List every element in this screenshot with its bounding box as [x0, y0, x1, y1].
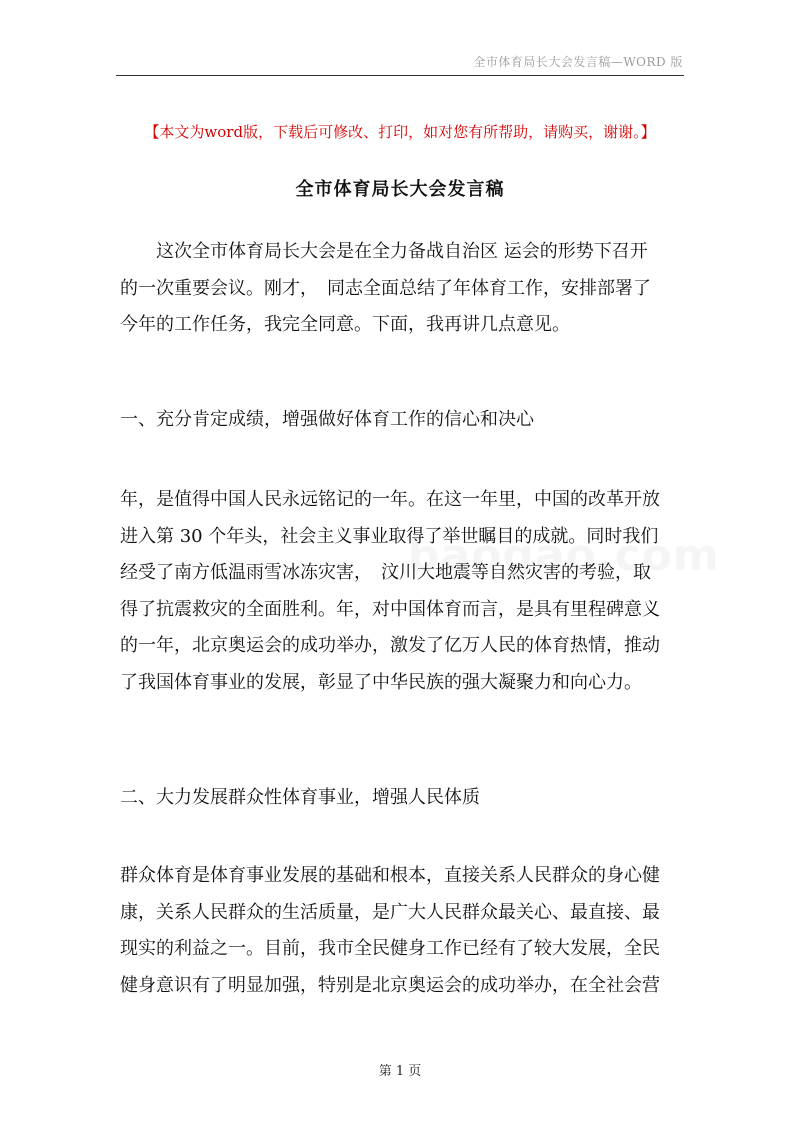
- header-divider: [116, 75, 684, 76]
- heading-text: 一、充分肯定成绩，增强做好体育工作的信心和决心: [120, 409, 534, 430]
- paragraph-line: 年，是值得中国人民永远铭记的一年。在这一年里，中国的改革开放: [120, 489, 660, 510]
- section-heading-2: [120, 780, 686, 817]
- paragraph-line: 现实的利益之一。目前，我市全民健身工作已经有了较大发展，全民: [120, 938, 660, 959]
- paragraph-line: 今年的工作任务，我完全同意。下面，我再讲几点意见。: [120, 314, 570, 335]
- paragraph-line: 这次全市体育局长大会是在全力备战自治区 运会的形势下召开: [120, 241, 648, 262]
- running-header: 全市体育局长大会发言稿—WORD 版: [473, 55, 683, 69]
- document-title: 全市体育局长大会发言稿: [295, 179, 505, 200]
- purchase-notice: 【本文为word版，下载后可修改、打印，如对您有所帮助，请购买，谢谢。】: [144, 123, 656, 141]
- paragraph-mass-sports: [120, 858, 686, 1004]
- paragraph-achievements: [120, 482, 686, 701]
- paragraph-line: 了我国体育事业的发展，彰显了中华民族的强大凝聚力和向心力。: [120, 671, 642, 693]
- heading-text: 二、大力发展群众性体育事业，增强人民体质: [120, 787, 480, 808]
- paragraph-line: 康，关系人民群众的生活质量，是广大人民群众最关心、最直接、最: [120, 901, 660, 923]
- paragraph-line: 的一次重要会议。刚才， 同志全面总结了年体育工作，安排部署了: [120, 277, 651, 299]
- section-heading-1: [120, 402, 686, 439]
- paragraph-intro: [120, 234, 686, 344]
- paragraph-line: 群众体育是体育事业发展的基础和根本，直接关系人民群众的身心健: [120, 865, 660, 886]
- paragraph-line: 健身意识有了明显加强，特别是北京奥运会的成功举办，在全社会营: [120, 974, 660, 996]
- paragraph-line: 经受了南方低温雨雪冰冻灾害， 汶川大地震等自然灾害的考验，取: [120, 562, 651, 583]
- paragraph-line: 进入第 30 个年头，社会主义事业取得了举世瞩目的成就。同时我们: [120, 525, 659, 547]
- paragraph-line: 得了抗震救灾的全面胜利。年，对中国体育而言，是具有里程碑意义: [120, 598, 660, 620]
- page-number: 第 1 页: [378, 1064, 422, 1079]
- paragraph-line: 的一年，北京奥运会的成功举办，激发了亿万人民的体育热情，推动: [120, 635, 660, 656]
